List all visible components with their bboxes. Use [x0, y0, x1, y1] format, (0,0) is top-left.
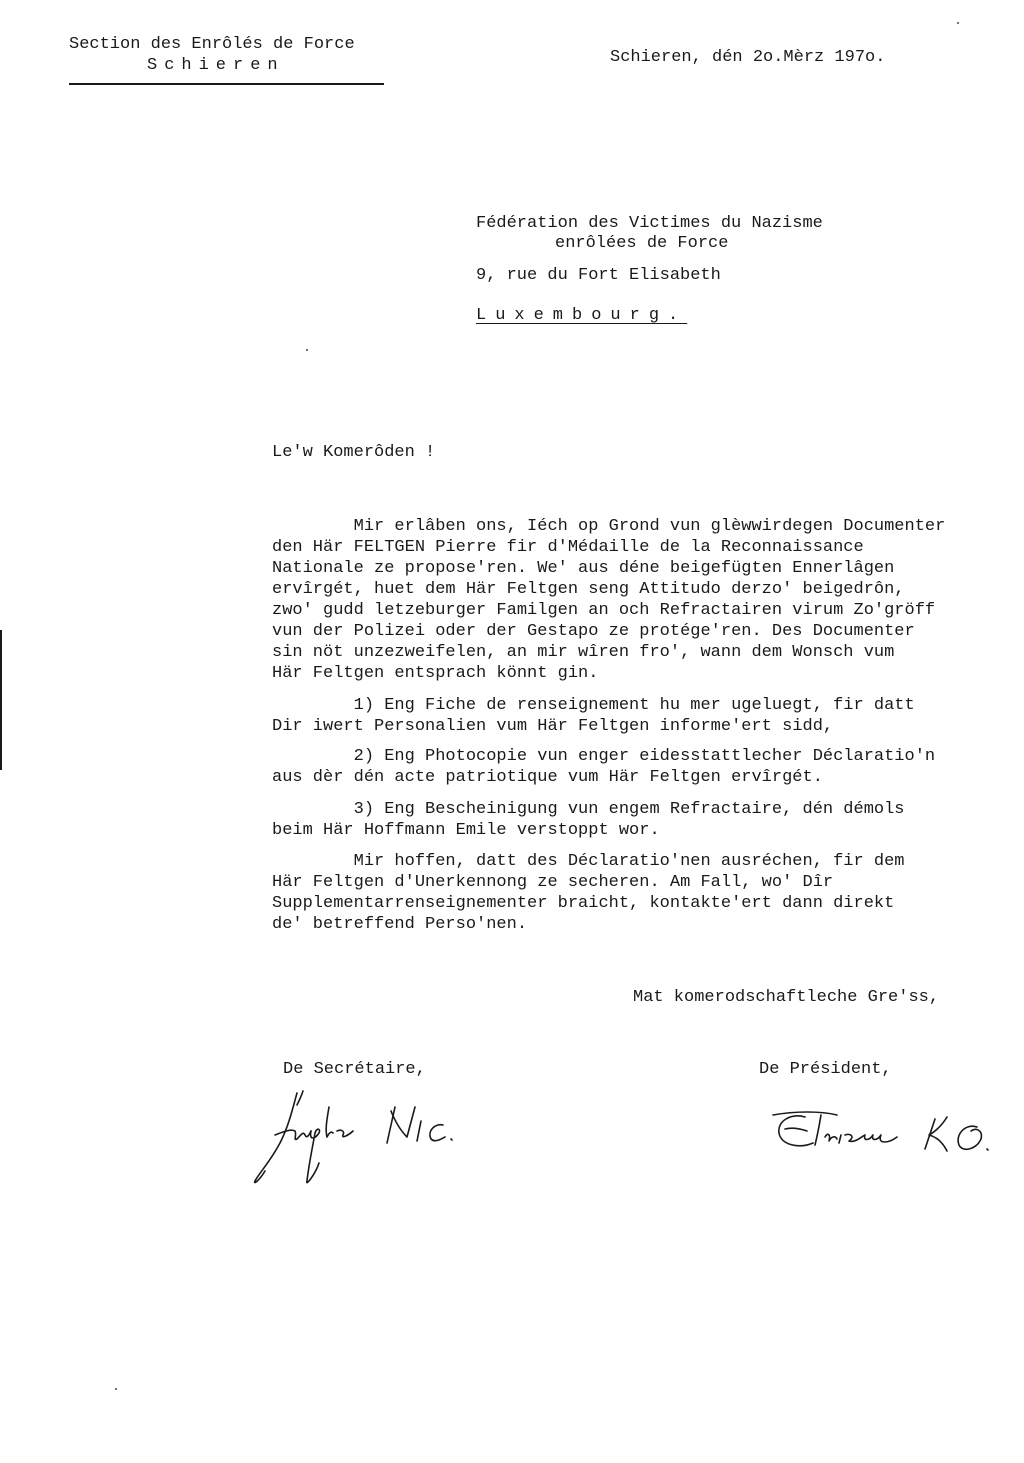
body-line: den Här FELTGEN Pierre fir d'Médaille de la Reconnaissance	[272, 538, 864, 557]
body-line: ervîrgét, huet dem Här Feltgen seng Attitudo derzo' beigedrôn,	[272, 580, 905, 599]
body-line: aus dèr dén acte patriotique vum Här Feltgen ervîrgét.	[272, 768, 823, 787]
recipient-city: Luxembourg.	[476, 306, 688, 325]
body-line: zwo' gudd letzeburger Familgen an och Refractairen virum Zo'gröff	[272, 601, 936, 620]
enclosure-item-3	[272, 799, 1024, 841]
recipient-street: 9, rue du Fort Elisabeth	[476, 266, 721, 285]
sender-town: Schieren	[147, 56, 285, 75]
scan-margin-mark	[0, 630, 2, 770]
president-title: De Président,	[759, 1060, 892, 1079]
secretary-title: De Secrétaire,	[283, 1060, 426, 1079]
letterhead-rule	[69, 83, 384, 85]
body-line: Supplementarrenseignementer braicht, kontakte'ert dann direkt	[272, 894, 895, 913]
enclosure-item-2	[272, 746, 1024, 788]
body-line: de' betreffend Perso'nen.	[272, 915, 528, 934]
recipient-name: Fédération des Victimes du Nazisme	[476, 214, 823, 233]
body-line: Här Feltgen entsprach könnt gin.	[272, 664, 599, 683]
body-line: vun der Polizei oder der Gestapo ze protége'ren. Des Documenter	[272, 622, 915, 641]
body-line: beim Här Hoffmann Emile verstoppt wor.	[272, 821, 660, 840]
body-paragraph	[272, 851, 1024, 935]
letter-date: Schieren, dén 2o.Mèrz 197o.	[610, 48, 886, 67]
scan-speck	[306, 349, 308, 351]
recipient-name-continued: enrôlées de Force	[555, 234, 729, 253]
sender-organisation: Section des Enrôlés de Force	[69, 35, 355, 54]
body-paragraph	[272, 516, 1024, 684]
body-line: 3) Eng Bescheinigung vun engem Refractaire, dén démols	[272, 800, 905, 819]
body-line: Här Feltgen d'Unerkennong ze secheren. Am Fall, wo' Dîr	[272, 873, 834, 892]
body-line: Mir hoffen, datt des Déclaratio'nen ausréchen, fir dem	[272, 852, 905, 871]
closing-formula: Mat komerodschaftleche Gre'ss,	[633, 988, 940, 1007]
secretary-signature	[245, 1085, 475, 1190]
body-line: Dir iwert Personalien vum Här Feltgen informe'ert sidd,	[272, 717, 834, 736]
body-line: sin nöt unzezweifelen, an mir wîren fro', wann dem Wonsch vum	[272, 643, 895, 662]
scan-speck	[957, 22, 959, 24]
body-line: Mir erlâben ons, Iéch op Grond vun glèwwirdegen Documenter	[272, 517, 946, 536]
body-line: 2) Eng Photocopie vun enger eidesstattlecher Déclaratio'n	[272, 747, 936, 766]
scan-speck	[115, 1388, 117, 1390]
president-signature	[765, 1105, 1000, 1165]
body-line: 1) Eng Fiche de renseignement hu mer ugeluegt, fir datt	[272, 696, 915, 715]
enclosure-item-1	[272, 695, 1024, 737]
salutation: Le'w Komerôden !	[272, 443, 436, 462]
body-line: Nationale ze propose'ren. We' aus déne beigefügten Ennerlâgen	[272, 559, 895, 578]
